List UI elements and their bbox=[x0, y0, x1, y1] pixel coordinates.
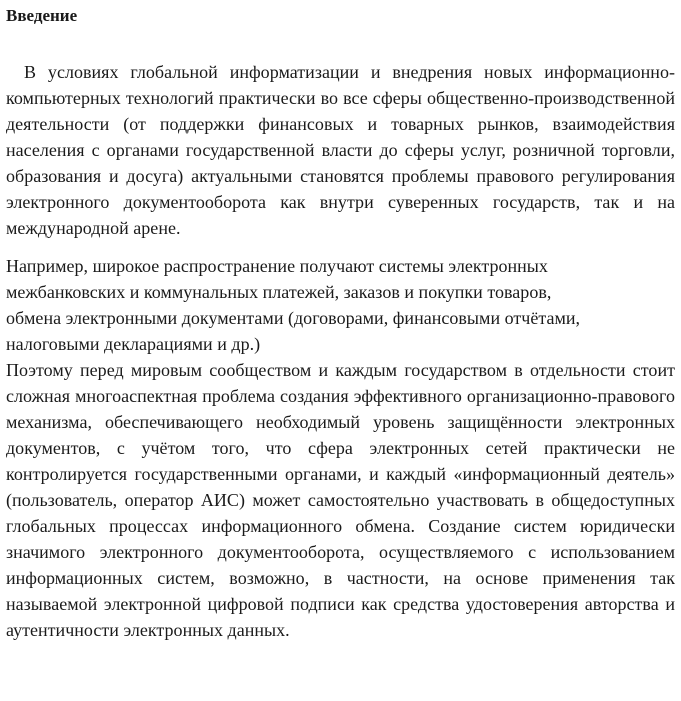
paragraph-example: Например, широкое распространение получают системы электронных межбанковских и коммунальных платежей, заказов и покупки товаров, обмена электронными документами (договорами, финансовыми отчётами, налоговыми декларациями и др.) bbox=[6, 256, 581, 354]
paragraph-intro: В условиях глобальной информатизации и внедрения новых информационно-компьютерных технологий практически во все сферы общественно-производственной деятельности (от поддержки финансовых и товарных рынков, взаимодействия населения с органами государственной власти до сферы услуг, розничной торговли, образования и досуга) актуальными становятся проблемы правового регулирования электронного документооборота как внутри суверенных государств, так и на международной арене. bbox=[6, 62, 675, 238]
paragraph-conclusion: Поэтому перед мировым сообществом и каждым государством в отдельности стоит сложная многоаспектная проблема создания эффективного организационно-правового механизма, обеспечивающего необходимый уровень защищённости электронных документов, с учётом того, что сфера электронных сетей практически не контролируется государственными органами, и каждый «информационный деятель» (пользователь, оператор АИС) может самостоятельно участвовать в общедоступных глобальных процессах информационного обмена. Создание систем юридически значимого электронного документооборота, осуществляемого с использованием информационных систем, возможно, в частности, на основе применения так называемой электронной цифровой подписи как средства удостоверения авторства и аутентичности электронных данных. bbox=[6, 360, 675, 640]
document-title: Введение bbox=[6, 6, 78, 25]
